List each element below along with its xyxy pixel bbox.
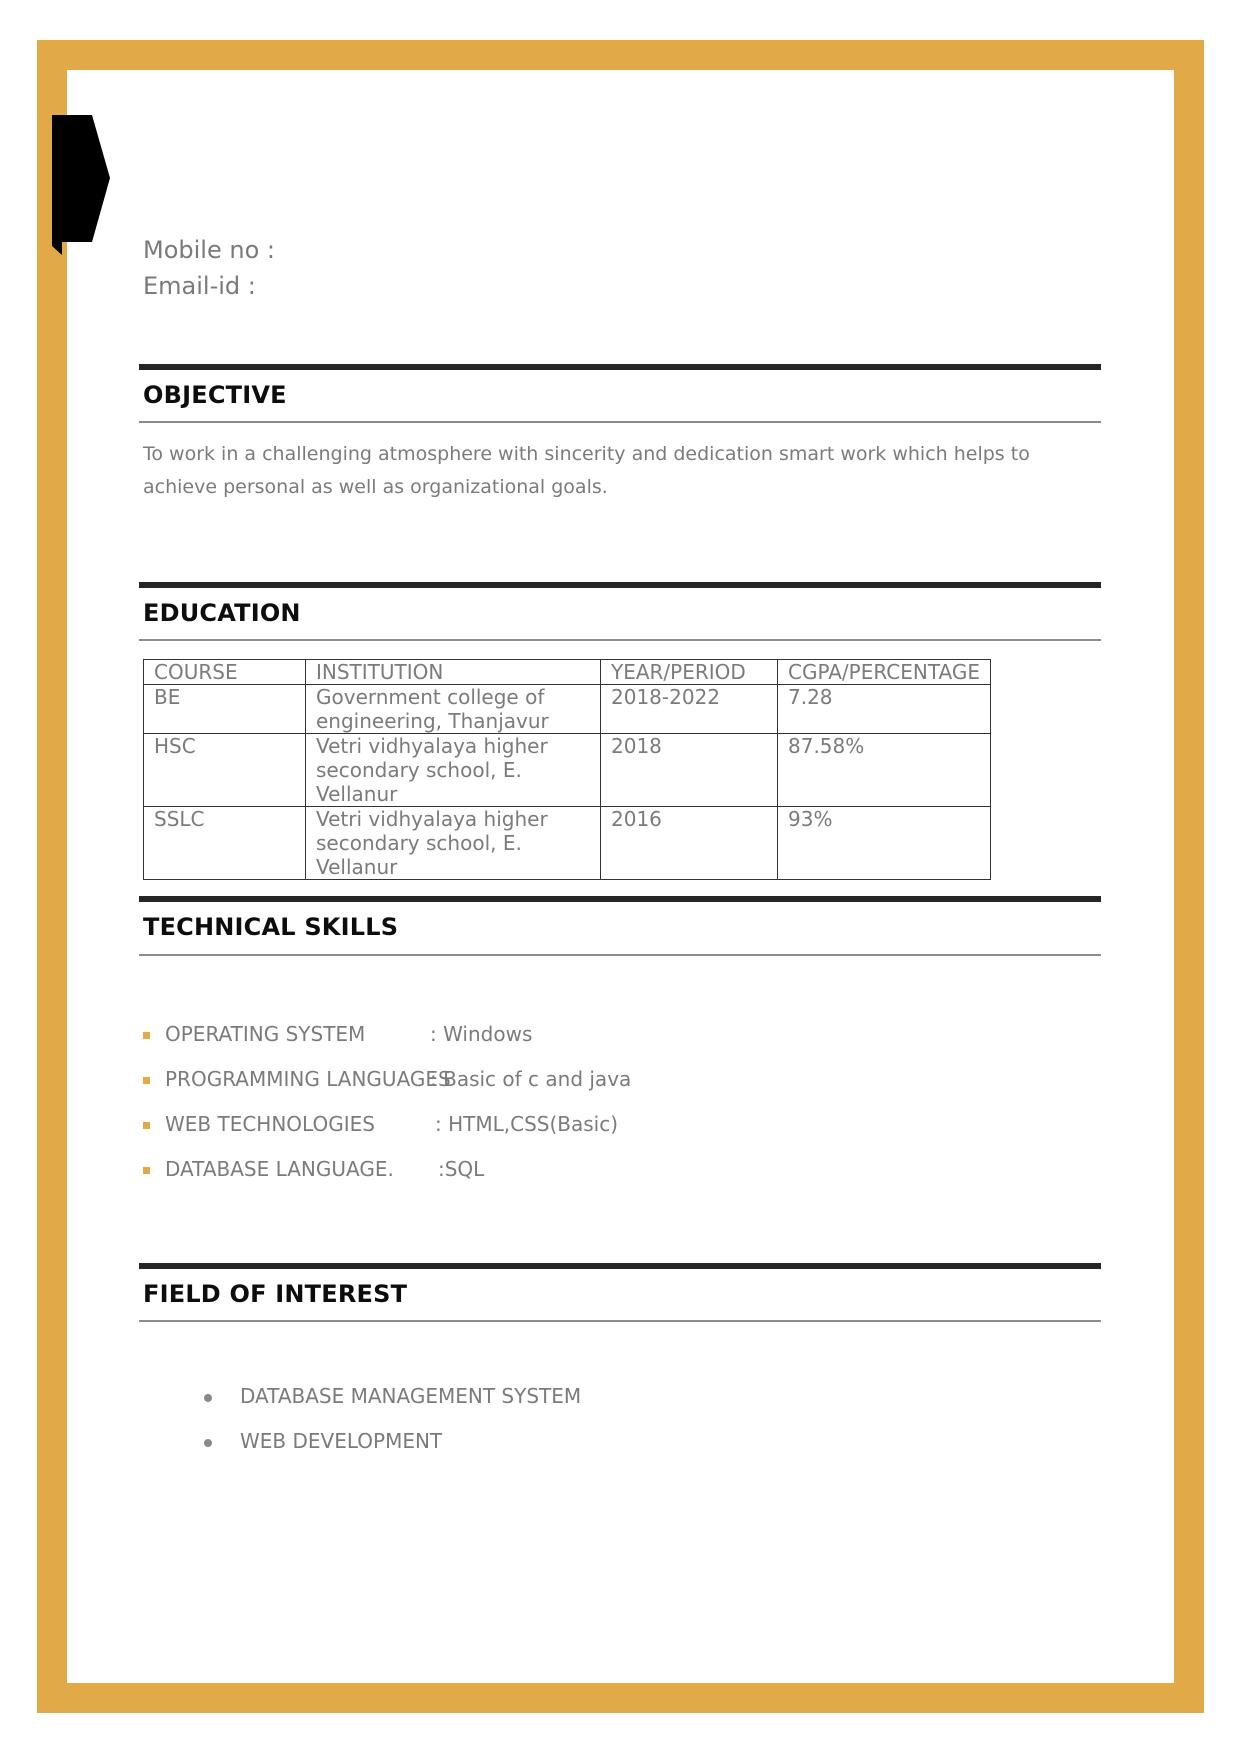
cell-cgpa: 87.58% (778, 734, 991, 807)
cell-year: 2016 (601, 807, 778, 880)
skill-label: DATABASE LANGUAGE. (165, 1157, 394, 1181)
cell-course: SSLC (144, 807, 306, 880)
header-institution: INSTITUTION (306, 660, 601, 685)
header-year: YEAR/PERIOD (601, 660, 778, 685)
square-bullet-icon (143, 1122, 150, 1129)
header-course: COURSE (144, 660, 306, 685)
interest-label: DATABASE MANAGEMENT SYSTEM (240, 1384, 582, 1408)
section-rule-thick (139, 582, 1101, 588)
interest-label: WEB DEVELOPMENT (240, 1429, 443, 1453)
cell-institution: Government college of engineering, Thanjavur (306, 685, 601, 734)
skill-label: WEB TECHNOLOGIES (165, 1112, 375, 1136)
email-label: Email-id : (143, 272, 256, 300)
section-rule-thick (139, 896, 1101, 902)
square-bullet-icon (143, 1032, 150, 1039)
cell-year: 2018-2022 (601, 685, 778, 734)
table-row (144, 734, 991, 807)
technical-skills-heading: TECHNICAL SKILLS (143, 913, 399, 941)
section-rule-thin (139, 954, 1101, 956)
cell-course: BE (144, 685, 306, 734)
table-header-row (144, 660, 991, 685)
cell-cgpa: 7.28 (778, 685, 991, 734)
cell-institution: Vetri vidhyalaya higher secondary school, E. Vellanur (306, 807, 601, 880)
objective-text: To work in a challenging atmosphere with sincerity and dedication smart work which helps to achieve personal as well as organizational goals. (143, 443, 1030, 498)
round-bullet-icon (204, 1439, 212, 1447)
header-cgpa: CGPA/PERCENTAGE (778, 660, 991, 685)
cell-year: 2018 (601, 734, 778, 807)
skill-label: PROGRAMMING LANGUAGES (165, 1067, 451, 1091)
section-rule-thin (139, 421, 1101, 423)
section-rule-thin (139, 1320, 1101, 1322)
education-table (143, 659, 991, 880)
skill-value: : Basic of c and java (430, 1067, 632, 1091)
mobile-label: Mobile no : (143, 236, 275, 264)
round-bullet-icon (204, 1394, 212, 1402)
education-heading: EDUCATION (143, 599, 301, 627)
skill-value: : Windows (430, 1022, 533, 1046)
cell-cgpa: 93% (778, 807, 991, 880)
cell-institution: Vetri vidhyalaya higher secondary school, E. Vellanur (306, 734, 601, 807)
skill-value: : HTML,CSS(Basic) (435, 1112, 619, 1136)
section-rule-thick (139, 364, 1101, 370)
objective-heading: OBJECTIVE (143, 381, 287, 409)
skill-label: OPERATING SYSTEM (165, 1022, 366, 1046)
table-row (144, 685, 991, 734)
cell-course: HSC (144, 734, 306, 807)
square-bullet-icon (143, 1077, 150, 1084)
skill-value: :SQL (438, 1157, 485, 1181)
table-row (144, 807, 991, 880)
square-bullet-icon (143, 1167, 150, 1174)
section-rule-thick (139, 1263, 1101, 1269)
field-of-interest-heading: FIELD OF INTEREST (143, 1280, 408, 1308)
header-tab-shape (52, 115, 110, 255)
section-rule-thin (139, 639, 1101, 641)
